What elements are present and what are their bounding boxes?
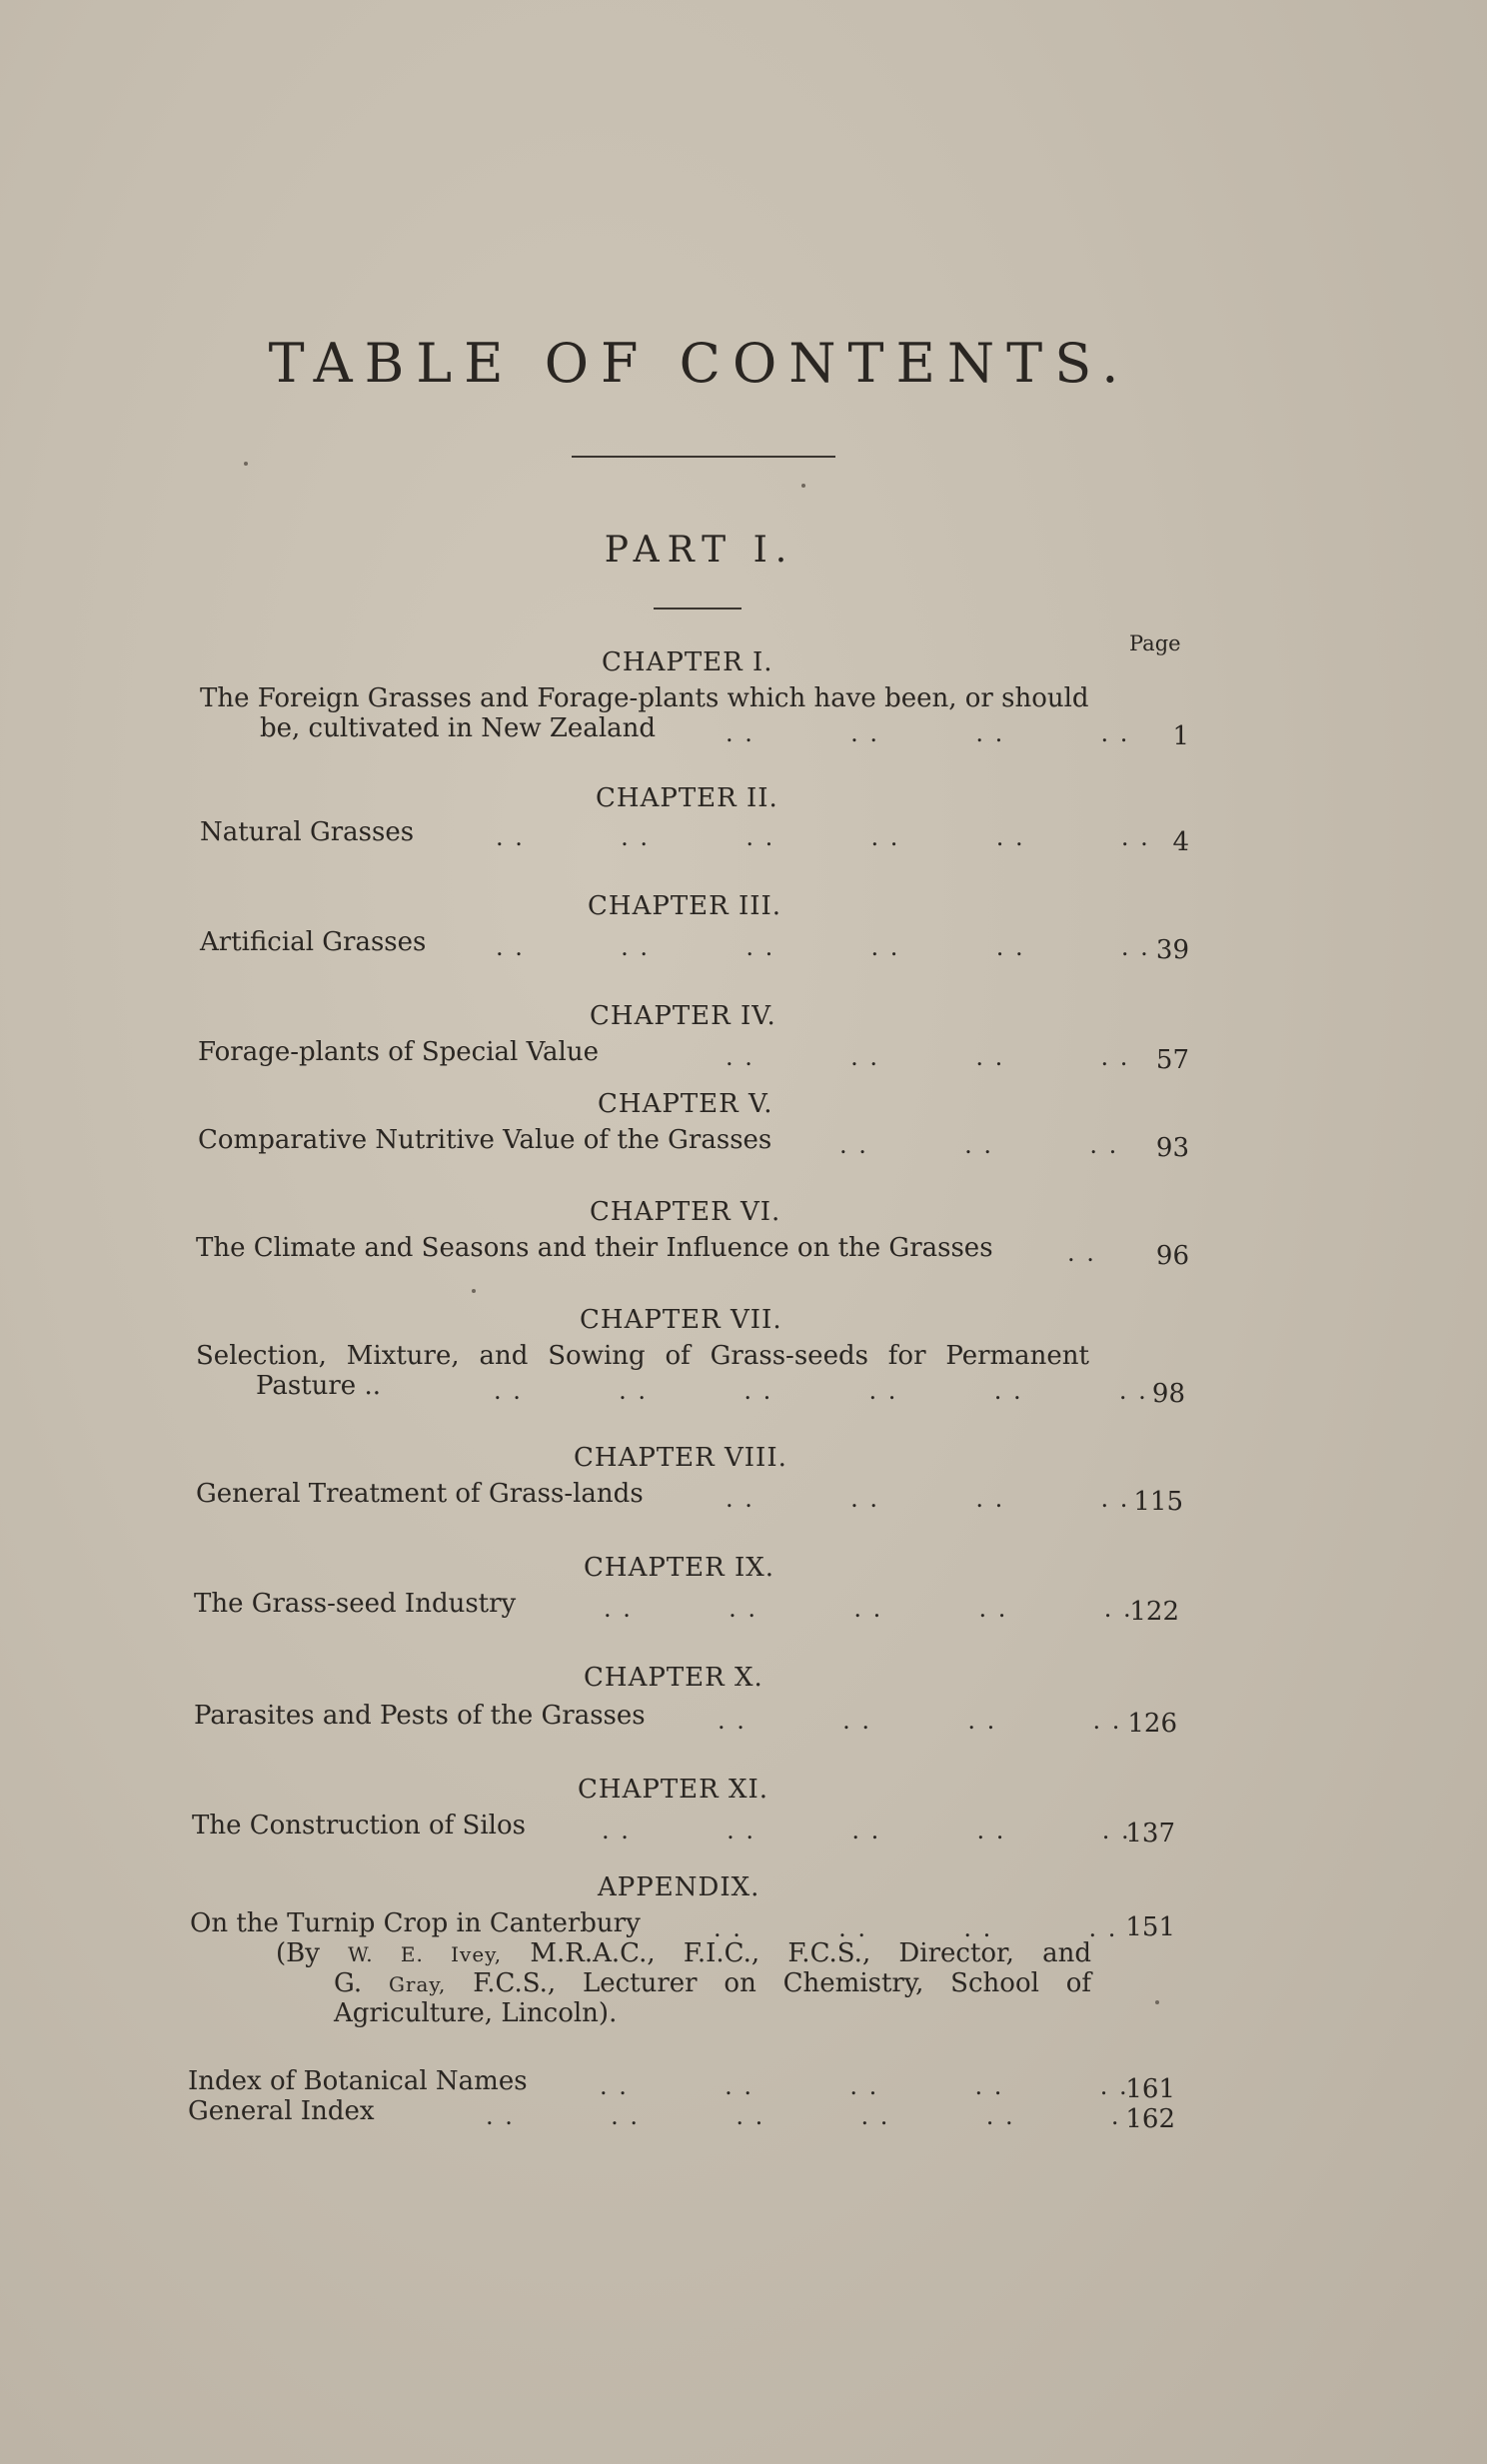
- appendix-heading: APPENDIX.: [598, 1872, 760, 1902]
- chapter-heading: CHAPTER IV.: [590, 1001, 776, 1031]
- page-number: 1: [1172, 721, 1189, 751]
- page-number: 96: [1155, 1241, 1189, 1271]
- chapter-heading: CHAPTER VII.: [580, 1305, 782, 1335]
- author-credentials: F.C.S., Lecturer on Chemistry, School of: [473, 1968, 1092, 1998]
- dot-leader: . . . . . . . .: [718, 1707, 1122, 1735]
- note-open: (By: [276, 1938, 320, 1968]
- paper-speck: [472, 1289, 476, 1293]
- paper-speck: [1155, 2000, 1159, 2004]
- dot-leader: . . . . . . . . . . . .: [496, 933, 1150, 961]
- dot-leader: . . . . . .: [839, 1131, 1119, 1159]
- dot-leader: . . . . . . . .: [726, 1043, 1130, 1071]
- chapter-heading: CHAPTER IX.: [584, 1553, 775, 1583]
- author-credentials: M.R.A.C., F.I.C., F.C.S., Director, and: [530, 1938, 1091, 1968]
- dot-leader: . . . . . . . .: [714, 1914, 1118, 1942]
- chapter-title-continued: Pasture ..: [256, 1371, 381, 1401]
- author-initial: G.: [334, 1968, 363, 1998]
- page-number: 4: [1172, 827, 1189, 857]
- dot-leader: . .: [1067, 1239, 1096, 1267]
- chapter-title: Comparative Nutritive Value of the Grasses: [198, 1125, 772, 1155]
- page-number: 151: [1125, 1912, 1175, 1942]
- chapter-title: Forage-plants of Special Value: [198, 1037, 599, 1067]
- page-column-label: Page: [1129, 631, 1181, 655]
- index-title: Index of Botanical Names: [188, 2066, 528, 2096]
- chapter-title-continued: be, cultivated in New Zealand: [260, 713, 657, 743]
- chapter-title: The Foreign Grasses and Forage-plants which have been, or should: [200, 683, 1089, 713]
- appendix-title: On the Turnip Crop in Canterbury: [190, 1908, 641, 1938]
- title-rule: [572, 456, 835, 458]
- chapter-title: Selection, Mixture, and Sowing of Grass-seeds for Permanent: [196, 1341, 1089, 1371]
- chapter-title: General Treatment of Grass-lands: [196, 1479, 644, 1509]
- page-number: 39: [1155, 935, 1189, 965]
- dot-leader: . . . . . . . . . .: [600, 2072, 1129, 2100]
- dot-leader: . . . . . . . .: [726, 719, 1130, 747]
- page-title: TABLE OF CONTENTS.: [268, 332, 1131, 395]
- chapter-title: The Climate and Seasons and their Influence on the Grasses: [196, 1233, 993, 1263]
- page-number: 162: [1125, 2104, 1175, 2134]
- page-number: 115: [1133, 1487, 1183, 1517]
- chapter-heading: CHAPTER III.: [588, 891, 782, 921]
- author-name: W. E. Ivey,: [348, 1942, 503, 1966]
- chapter-heading: CHAPTER V.: [598, 1089, 773, 1119]
- page-number: 57: [1155, 1045, 1189, 1075]
- paper-speck: [244, 462, 248, 466]
- author-name: Gray,: [388, 1972, 447, 1996]
- dot-leader: . . . . . . . . . . . .: [486, 2102, 1140, 2130]
- chapter-title: Natural Grasses: [200, 817, 415, 847]
- chapter-title: Artificial Grasses: [200, 927, 427, 957]
- chapter-heading: CHAPTER I.: [602, 647, 773, 677]
- page-number: 137: [1125, 1819, 1175, 1848]
- page-number: 93: [1155, 1133, 1189, 1163]
- part-heading: PART I.: [604, 530, 795, 571]
- part-rule: [654, 608, 742, 610]
- dot-leader: . . . . . . . . . .: [604, 1595, 1133, 1623]
- chapter-heading: CHAPTER II.: [596, 783, 778, 813]
- appendix-author-line-2: [334, 1968, 1091, 1998]
- chapter-heading: CHAPTER VIII.: [574, 1443, 787, 1473]
- dot-leader: . . . . . . . .: [726, 1485, 1130, 1513]
- chapter-title: The Grass-seed Industry: [194, 1589, 517, 1619]
- page-number: 126: [1127, 1709, 1177, 1739]
- chapter-title: Parasites and Pests of the Grasses: [194, 1701, 646, 1731]
- chapter-heading: CHAPTER VI.: [590, 1197, 781, 1227]
- dot-leader: . . . . . . . . . . . .: [496, 823, 1150, 851]
- chapter-title: The Construction of Silos: [192, 1811, 526, 1841]
- appendix-author-line-3: Agriculture, Lincoln).: [334, 1998, 618, 2028]
- page-number: 122: [1129, 1597, 1179, 1627]
- page-number: 161: [1125, 2074, 1175, 2104]
- page-number: 98: [1151, 1379, 1185, 1409]
- dot-leader: . . . . . . . . . . . .: [494, 1377, 1148, 1405]
- paper-speck: [801, 484, 805, 488]
- chapter-heading: CHAPTER XI.: [578, 1775, 769, 1805]
- chapter-heading: CHAPTER X.: [584, 1663, 763, 1693]
- index-title: General Index: [188, 2096, 375, 2126]
- dot-leader: . . . . . . . . . .: [602, 1817, 1131, 1845]
- appendix-author-line-1: [276, 1938, 1091, 1968]
